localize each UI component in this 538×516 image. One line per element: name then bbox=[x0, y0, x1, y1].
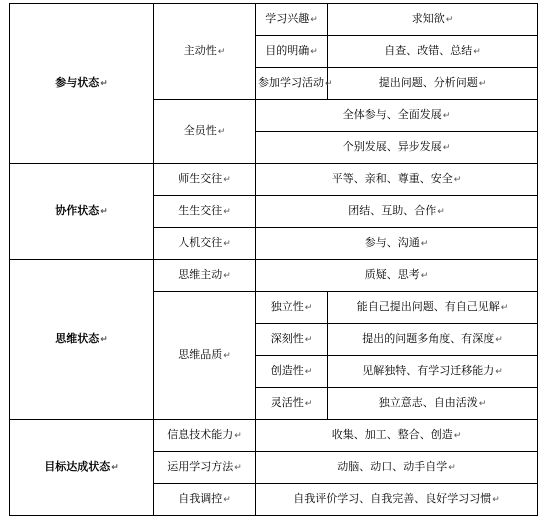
item-cell bbox=[256, 388, 328, 420]
dimension-label: 自我调控 bbox=[178, 492, 223, 505]
dimension-label: 师生交往 bbox=[178, 172, 223, 185]
dimension-cell bbox=[154, 228, 256, 260]
paragraph-mark: ↵ bbox=[304, 399, 313, 409]
item-cell bbox=[256, 68, 333, 100]
paragraph-mark: ↵ bbox=[223, 175, 231, 185]
dimension-label: 运用学习方法 bbox=[167, 460, 234, 473]
detail-text: 全体参与、全面发展 bbox=[342, 108, 442, 121]
paragraph-mark: ↵ bbox=[453, 175, 462, 185]
evaluation-table bbox=[9, 3, 538, 516]
paragraph-mark: ↵ bbox=[442, 111, 451, 121]
item-cell bbox=[256, 4, 328, 36]
detail-cell bbox=[328, 4, 538, 36]
detail-text: 求知欲 bbox=[411, 12, 445, 25]
paragraph-mark: ↵ bbox=[304, 367, 313, 377]
paragraph-mark: ↵ bbox=[310, 15, 318, 25]
paragraph-mark: ↵ bbox=[420, 271, 429, 281]
detail-text: 质疑、思考 bbox=[364, 268, 420, 281]
paragraph-mark: ↵ bbox=[234, 431, 242, 441]
detail-text: 能自己提出问题、有自己见解 bbox=[356, 300, 500, 313]
paragraph-mark: ↵ bbox=[325, 79, 333, 89]
paragraph-mark: ↵ bbox=[495, 367, 503, 377]
paragraph-mark: ↵ bbox=[223, 271, 231, 281]
paragraph-mark: ↵ bbox=[111, 463, 119, 473]
detail-text: 收集、加工、整合、创造 bbox=[331, 428, 453, 441]
detail-text: 提出问题、分析问题 bbox=[378, 76, 478, 89]
detail-text: 团结、互助、合作 bbox=[348, 204, 437, 217]
detail-cell bbox=[256, 484, 538, 516]
dimension-cell bbox=[154, 260, 256, 292]
paragraph-mark: ↵ bbox=[420, 239, 429, 249]
dimension-cell bbox=[154, 484, 256, 516]
dimension-cell bbox=[154, 196, 256, 228]
state-cell-thinking bbox=[10, 260, 154, 420]
detail-text: 自我评价学习、自我完善、良好学习习惯 bbox=[293, 492, 492, 505]
paragraph-mark: ↵ bbox=[453, 431, 462, 441]
paragraph-mark: ↵ bbox=[448, 463, 456, 473]
item-label: 学习兴趣 bbox=[265, 12, 310, 25]
paragraph-mark: ↵ bbox=[500, 303, 509, 313]
paragraph-mark: ↵ bbox=[442, 143, 451, 153]
table-row bbox=[10, 164, 538, 196]
item-cell bbox=[256, 356, 328, 388]
dimension-cell-inclusion bbox=[154, 100, 256, 164]
dimension-label: 全员性 bbox=[183, 124, 217, 137]
paragraph-mark: ↵ bbox=[223, 495, 231, 505]
detail-cell bbox=[256, 164, 538, 196]
paragraph-mark: ↵ bbox=[492, 495, 500, 505]
dimension-cell bbox=[154, 164, 256, 196]
paragraph-mark: ↵ bbox=[437, 207, 445, 217]
detail-cell bbox=[328, 356, 538, 388]
item-label: 独立性 bbox=[270, 300, 304, 313]
dimension-label: 信息技术能力 bbox=[167, 428, 234, 441]
paragraph-mark: ↵ bbox=[478, 79, 487, 89]
item-cell bbox=[256, 36, 328, 68]
paragraph-mark: ↵ bbox=[310, 47, 318, 57]
dimension-label: 主动性 bbox=[183, 44, 217, 57]
dimension-label: 思维主动 bbox=[178, 268, 223, 281]
paragraph-mark: ↵ bbox=[473, 47, 481, 57]
detail-text: 见解独特、有学习迁移能力 bbox=[362, 364, 495, 377]
detail-text: 自查、改错、总结 bbox=[384, 44, 473, 57]
paragraph-mark: ↵ bbox=[100, 335, 108, 345]
table-row bbox=[10, 420, 538, 452]
detail-text: 提出的问题多角度、有深度 bbox=[362, 332, 495, 345]
detail-cell bbox=[328, 388, 538, 420]
paragraph-mark: ↵ bbox=[445, 15, 454, 25]
detail-cell bbox=[256, 228, 538, 260]
detail-cell bbox=[328, 292, 538, 324]
item-label: 深刻性 bbox=[270, 332, 304, 345]
state-cell-collaboration bbox=[10, 164, 154, 260]
detail-cell bbox=[328, 324, 538, 356]
detail-cell bbox=[256, 100, 538, 132]
detail-text: 个别发展、异步发展 bbox=[342, 140, 442, 153]
item-label: 创造性 bbox=[270, 364, 304, 377]
paragraph-mark: ↵ bbox=[100, 207, 108, 217]
detail-cell bbox=[256, 260, 538, 292]
dimension-cell bbox=[154, 452, 256, 484]
dimension-label: 生生交往 bbox=[178, 204, 223, 217]
paragraph-mark: ↵ bbox=[223, 239, 231, 249]
state-label: 参与状态 bbox=[55, 76, 100, 89]
detail-cell bbox=[328, 36, 538, 68]
item-label: 目的明确 bbox=[265, 44, 310, 57]
paragraph-mark: ↵ bbox=[217, 127, 226, 137]
state-label: 协作状态 bbox=[55, 204, 100, 217]
state-cell-participation bbox=[10, 4, 154, 164]
paragraph-mark: ↵ bbox=[217, 47, 226, 57]
item-cell bbox=[256, 292, 328, 324]
paragraph-mark: ↵ bbox=[495, 335, 503, 345]
paragraph-mark: ↵ bbox=[478, 399, 487, 409]
detail-cell bbox=[256, 420, 538, 452]
item-label: 参加学习活动 bbox=[258, 76, 324, 89]
detail-text: 平等、亲和、尊重、安全 bbox=[331, 172, 453, 185]
paragraph-mark: ↵ bbox=[100, 79, 108, 89]
evaluation-table-container bbox=[9, 3, 538, 516]
dimension-label: 思维品质 bbox=[178, 348, 223, 361]
paragraph-mark: ↵ bbox=[304, 335, 313, 345]
item-cell bbox=[256, 324, 328, 356]
dimension-cell-quality bbox=[154, 292, 256, 420]
state-cell-goals bbox=[10, 420, 154, 516]
dimension-label: 人机交往 bbox=[178, 236, 223, 249]
dimension-cell bbox=[154, 420, 256, 452]
detail-cell bbox=[256, 196, 538, 228]
paragraph-mark: ↵ bbox=[223, 351, 231, 361]
table-row bbox=[10, 4, 538, 36]
detail-cell bbox=[256, 132, 538, 164]
state-label: 目标达成状态 bbox=[44, 460, 111, 473]
item-label: 灵活性 bbox=[270, 396, 304, 409]
state-label: 思维状态 bbox=[55, 332, 100, 345]
detail-cell bbox=[256, 452, 538, 484]
paragraph-mark: ↵ bbox=[234, 463, 242, 473]
paragraph-mark: ↵ bbox=[223, 207, 231, 217]
paragraph-mark: ↵ bbox=[304, 303, 313, 313]
detail-text: 动脑、动口、动手自学 bbox=[337, 460, 448, 473]
detail-cell bbox=[328, 68, 538, 100]
dimension-cell-initiative bbox=[154, 4, 256, 100]
detail-text: 独立意志、自由活泼 bbox=[378, 396, 478, 409]
detail-text: 参与、沟通 bbox=[364, 236, 420, 249]
table-row bbox=[10, 260, 538, 292]
